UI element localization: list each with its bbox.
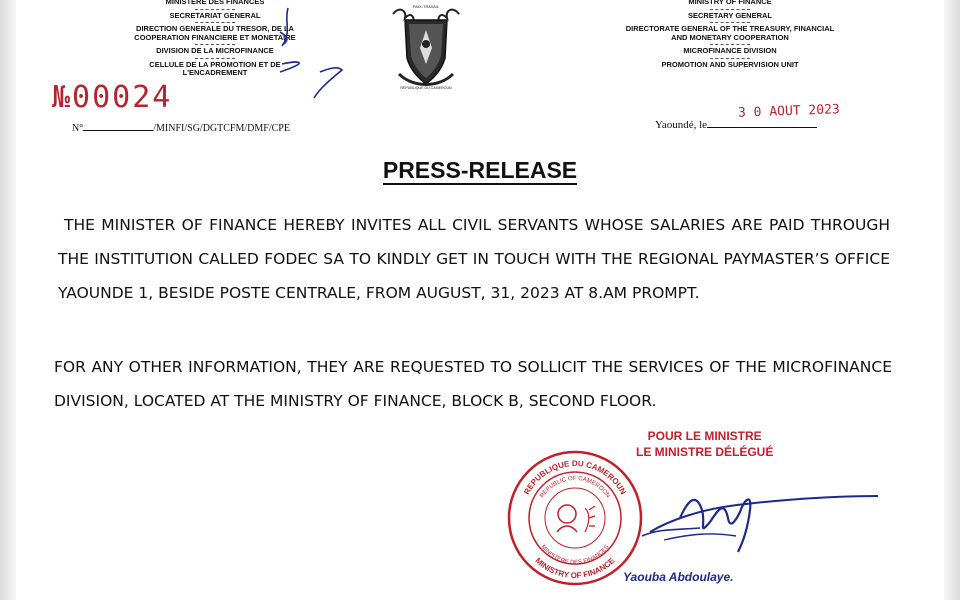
divider bbox=[710, 9, 750, 10]
page-title bbox=[0, 157, 960, 184]
divider bbox=[710, 58, 750, 59]
paragraph-2: FOR ANY OTHER INFORMATION, THEY ARE REQUESTED TO SOLLICIT THE SERVICES OF THE MICROFINANCE DIVISION, LOCATED AT THE MINISTRY OF FINANCE, BLOCK B, SECOND FLOOR. bbox=[54, 358, 892, 410]
initials-scribble bbox=[270, 2, 350, 112]
seal-outer-top: REPUBLIQUE DU CAMEROUN bbox=[522, 458, 628, 497]
divider bbox=[195, 9, 235, 10]
header-right-secretariat: SECRETARY GENERAL bbox=[687, 10, 773, 20]
emblem-caption: REPUBLIQUE DU CAMEROUN bbox=[400, 86, 452, 90]
header-left-division: DIVISION DE LA MICROFINANCE bbox=[156, 46, 274, 55]
header-right-directorate: DIRECTORATE GENERAL OF THE TREASURY, FINANCIAL AND MONETARY COOPERATION bbox=[625, 24, 835, 42]
handwritten-date: 3 0 AOUT 2023 bbox=[737, 102, 840, 121]
date-prefix: Yaoundé, le bbox=[655, 119, 708, 131]
coat-of-arms-emblem bbox=[385, 0, 467, 92]
signature-title bbox=[636, 428, 773, 460]
handwritten-reference-number: №00024 bbox=[52, 80, 173, 115]
handwritten-signature bbox=[640, 470, 885, 560]
header-left-cell: CELLULE DE LA PROMOTION ET DE L'ENCADREMENT bbox=[149, 59, 281, 77]
signature-line-1: POUR LE MINISTRE bbox=[647, 429, 762, 443]
scan-edge-right bbox=[944, 0, 960, 600]
header-right-unit: PROMOTION AND SUPERVISION UNIT bbox=[661, 59, 799, 69]
official-seal-stamp bbox=[505, 448, 645, 588]
date-line bbox=[655, 118, 817, 131]
seal-outer-bottom: MINISTRY OF FINANCE bbox=[533, 556, 617, 581]
svg-text:PAIX-TRAVAIL: PAIX-TRAVAIL bbox=[412, 4, 440, 9]
header-right bbox=[620, 0, 840, 69]
divider bbox=[195, 58, 235, 59]
seal-inner-top: REPUBLIC OF CAMEROON bbox=[539, 475, 611, 500]
header-right-division: MICROFINANCE DIVISION bbox=[683, 46, 777, 55]
reference-suffix: /MINFI/SG/DGTCFM/DMF/CPE bbox=[153, 123, 290, 134]
paragraph-1: THE MINISTER OF FINANCE HEREBY INVITES ALL CIVIL SERVANTS WHOSE SALARIES ARE PAID THROUGH THE INSTITUTION CALLED FODEC SA TO KINDLY GET IN TOUCH WITH THE REGIONAL PAYMASTER’S OFFICE YAOUNDE 1, BESIDE POSTE CENTRALE, FROM AUGUST, 31, 2023 AT 8.AM PROMPT. bbox=[58, 216, 890, 302]
signature-line-2: LE MINISTRE DÉLÉGUÉ bbox=[636, 445, 774, 459]
title-text: PRESS-RELEASE bbox=[382, 157, 578, 183]
header-left-directorate: DIRECTION GENERALE DU TRESOR, DE LA COOPERATION FINANCIERE ET MONETAIRE bbox=[134, 24, 296, 42]
divider bbox=[195, 22, 235, 23]
reference-blank bbox=[83, 122, 153, 131]
reference-line bbox=[72, 122, 290, 134]
header-left-ministry: MINISTERE DES FINANCES bbox=[165, 0, 265, 6]
divider bbox=[195, 44, 235, 45]
date-blank bbox=[707, 118, 817, 128]
header-right-ministry: MINISTRY OF FINANCE bbox=[688, 0, 772, 6]
divider bbox=[710, 22, 750, 23]
scan-edge-left bbox=[0, 0, 16, 600]
reference-prefix: N° bbox=[72, 123, 84, 134]
header-left-secretariat: SECRETARIAT GENERAL bbox=[169, 10, 261, 20]
seal-inner-bottom: MINISTERE DES FINANCES bbox=[539, 544, 611, 567]
signer-name: Yaouba Abdoulaye. bbox=[623, 570, 734, 584]
divider bbox=[710, 44, 750, 45]
